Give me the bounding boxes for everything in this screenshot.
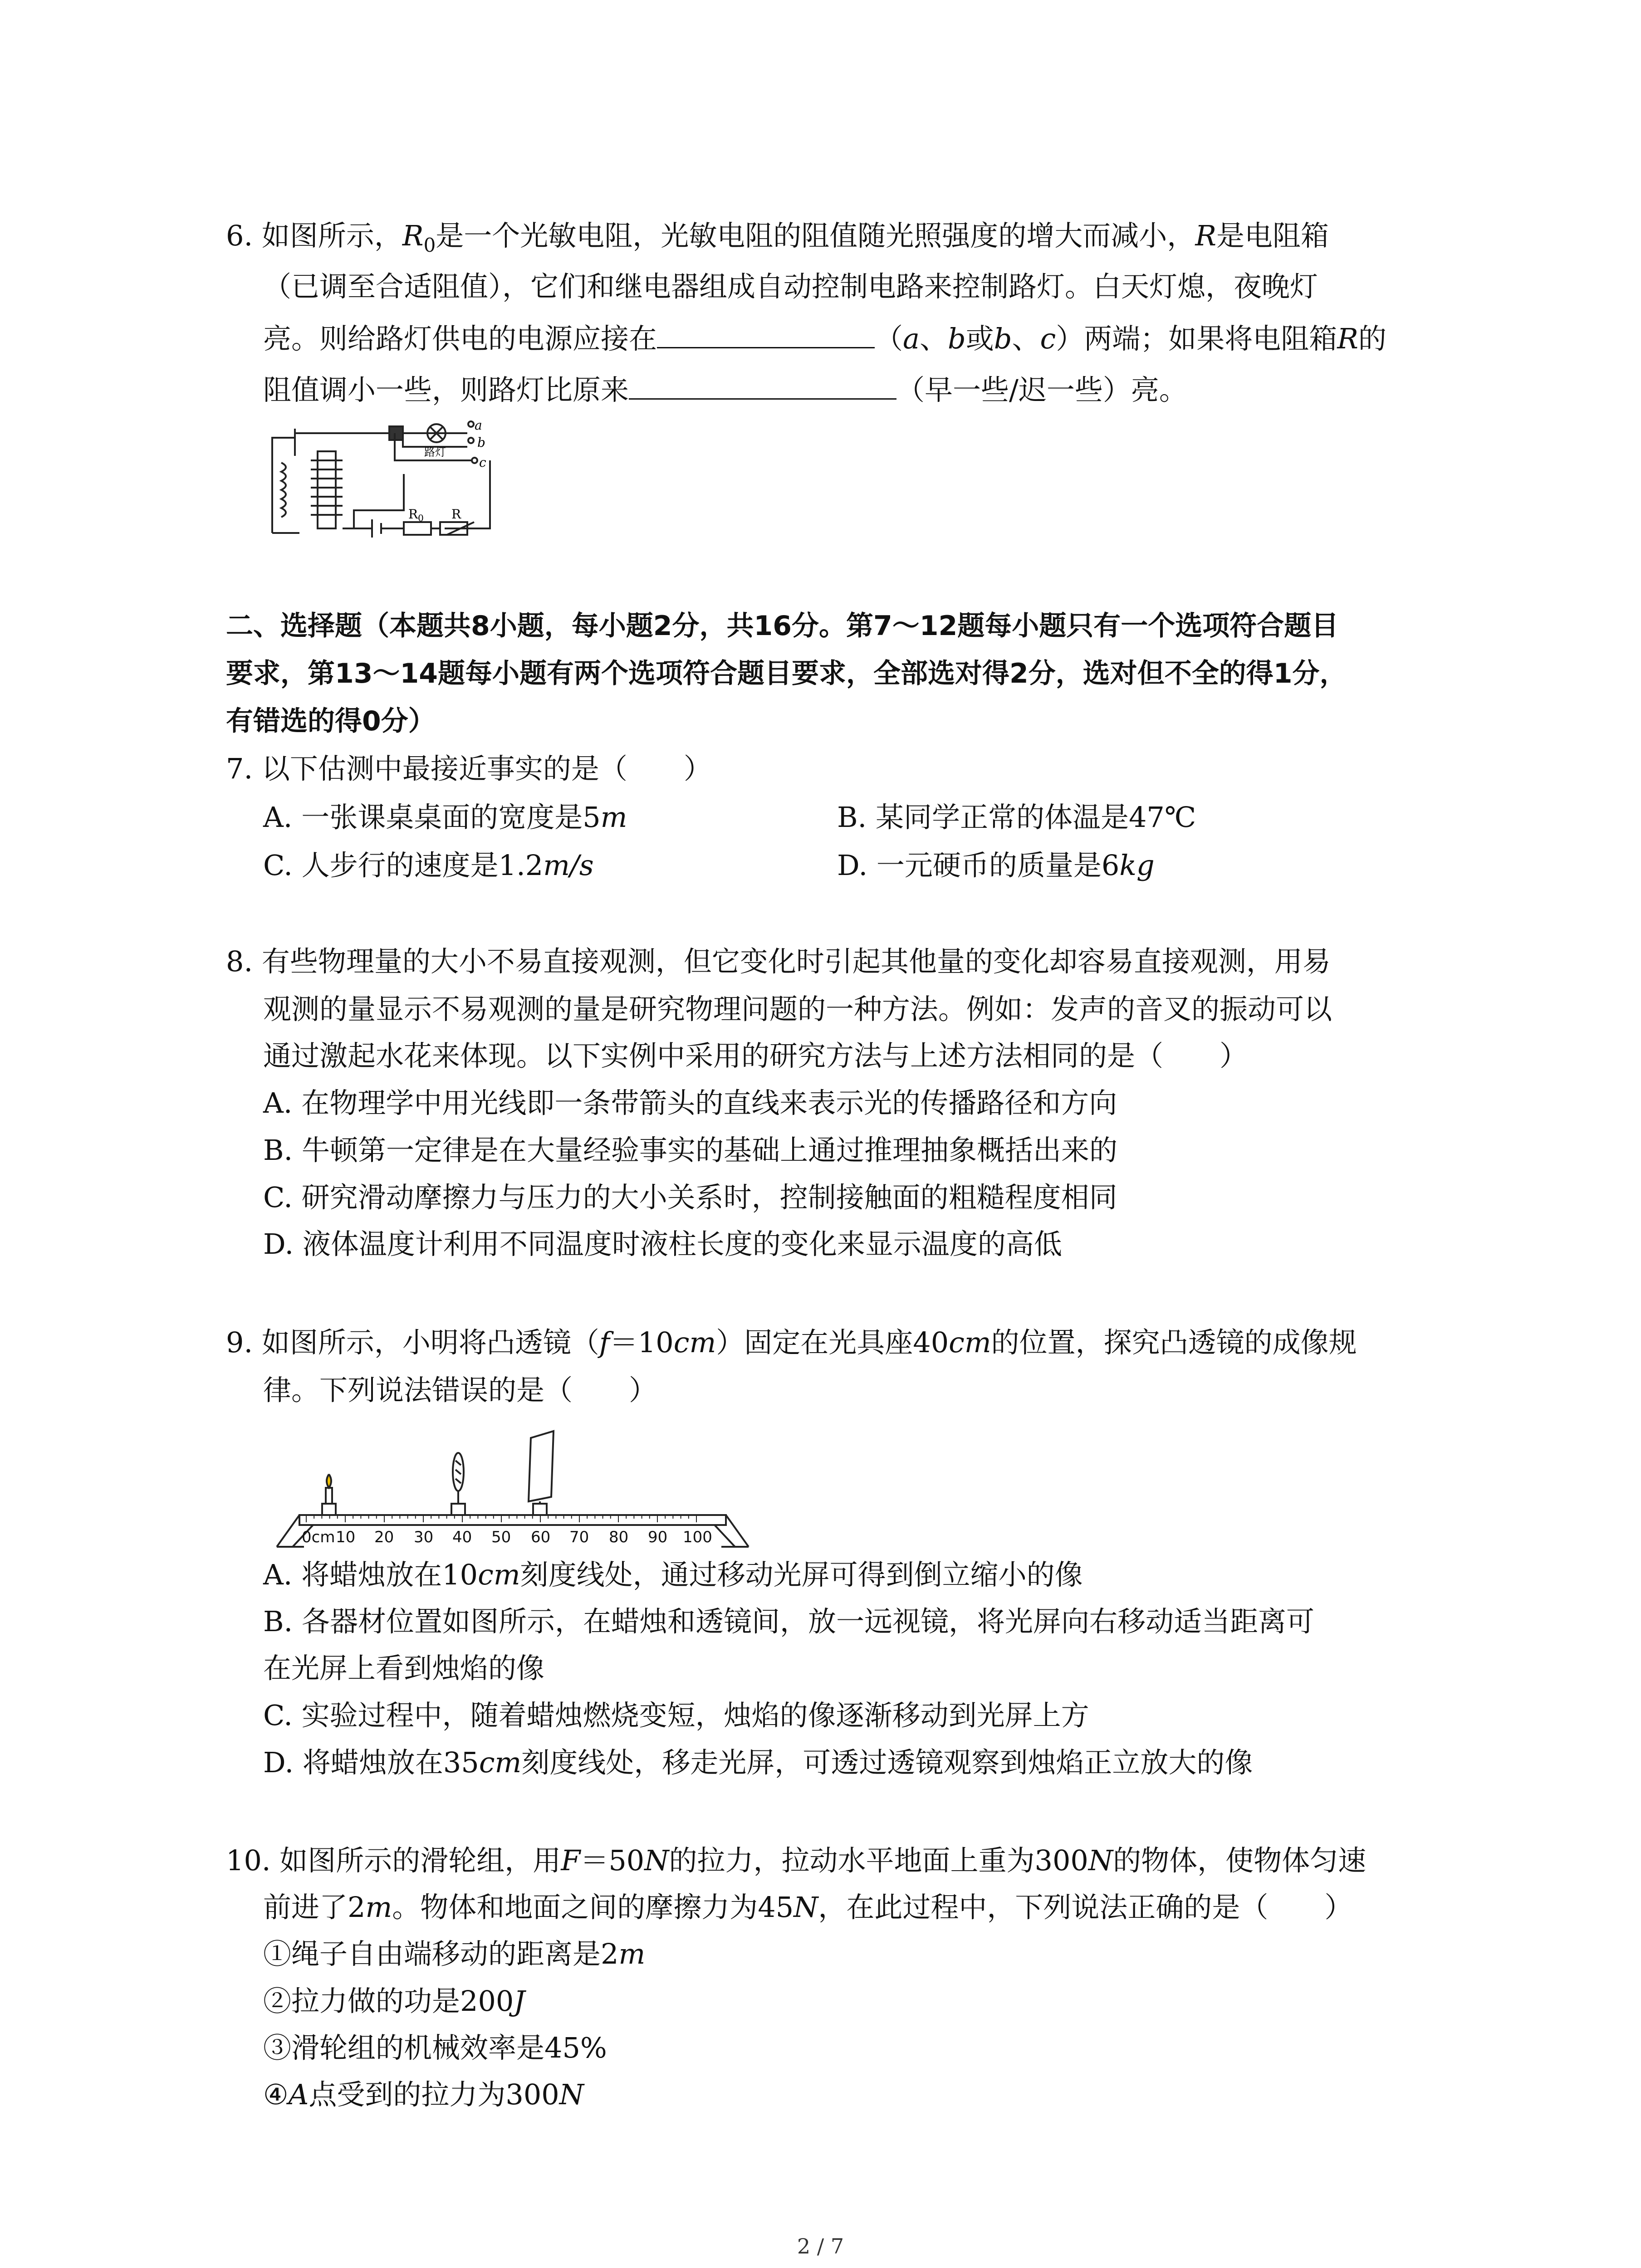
q9-option-b-cont: 在光屏上看到烛焰的像 <box>263 1652 545 1685</box>
q6-line-1: 6. 如图所示，$R_0$是一个光敏电阻，光敏电阻的阻值随光照强度的增大而减小，R是电阻箱 <box>226 219 1329 256</box>
section2-line-3: 有错选的得0分） <box>226 705 436 737</box>
q10-line-1: 10. 如图所示的滑轮组，用F＝50N的拉力，拉动水平地面上重为300N的物体，使物体匀速 <box>226 1844 1367 1877</box>
q8-option-a[interactable]: A. 在物理学中用光线即一条带箭头的直线来表示光的传播路径和方向 <box>263 1086 1117 1119</box>
q10-statement-3: ③滑轮组的机械效率是45% <box>263 2031 607 2064</box>
tick-label-10: 10 <box>336 1528 356 1546</box>
r0-label: $R_0$ <box>408 507 424 523</box>
tick-label-60: 60 <box>531 1528 551 1546</box>
tick-label-40: 40 <box>452 1528 472 1546</box>
q9-option-d[interactable]: D. 将蜡烛放在35cm刻度线处，移走光屏，可透过透镜观察到烛焰正立放大的像 <box>263 1746 1253 1779</box>
q8-line-2: 观测的量显示不易观测的量是研究物理问题的一种方法。例如：发声的音叉的振动可以 <box>263 992 1332 1026</box>
lamp-label: 路灯 <box>424 446 446 459</box>
q8-option-d[interactable]: D. 液体温度计利用不同温度时液柱长度的变化来显示温度的高低 <box>263 1227 1062 1261</box>
tick-label-20: 20 <box>374 1528 394 1546</box>
tick-label-70: 70 <box>569 1528 589 1546</box>
page-number: 2 / 7 <box>797 2234 844 2258</box>
q9-option-a[interactable]: A. 将蜡烛放在10cm刻度线处，通过移动光屏可得到倒立缩小的像 <box>263 1558 1083 1591</box>
q6-line-2: （已调至合适阻值），它们和继电器组成自动控制电路来控制路灯。白天灯熄，夜晚灯 <box>263 270 1318 303</box>
q7-option-b[interactable]: B. 某同学正常的体温是47℃ <box>837 801 1196 834</box>
tick-label-80: 80 <box>609 1528 629 1546</box>
q8-option-c[interactable]: C. 研究滑动摩擦力与压力的大小关系时，控制接触面的粗糙程度相同 <box>263 1181 1117 1214</box>
q7-option-d[interactable]: D. 一元硬币的质量是6kg <box>837 849 1155 882</box>
r-label: R <box>451 507 461 522</box>
optical-bench-figure <box>272 1411 753 1551</box>
q8-line-3: 通过激起水花来体现。以下实例中采用的研究方法与上述方法相同的是（ ） <box>263 1039 1248 1072</box>
q10-line-2: 前进了2m。物体和地面之间的摩擦力为45N，在此过程中，下列说法正确的是（ ） <box>263 1891 1353 1924</box>
section2-line-2: 要求，第13～14题每小题有两个选项符合题目要求，全部选对得2分，选对但不全的得1分， <box>226 658 1347 689</box>
q7-option-a[interactable]: A. 一张课桌桌面的宽度是5m <box>263 801 627 834</box>
tick-label-30: 30 <box>414 1528 434 1546</box>
section2-line-1: 二、选择题（本题共8小题，每小题2分，共16分。第7～12题每小题只有一个选项符合题目 <box>226 610 1339 642</box>
q10-statement-4: ④A点受到的拉力为300N <box>263 2078 584 2111</box>
q7-stem: 7. 以下估测中最接近事实的是（ ） <box>226 752 712 785</box>
q9-line-1: 9. 如图所示，小明将凸透镜（f＝10cm）固定在光具座40cm的位置，探究凸透镜的成像规 <box>226 1326 1357 1359</box>
q9-option-b[interactable]: B. 各器材位置如图所示，在蜡烛和透镜间，放一远视镜，将光屏向右移动适当距离可 <box>263 1605 1314 1638</box>
tick-label-90: 90 <box>648 1528 668 1546</box>
q7-option-c[interactable]: C. 人步行的速度是1.2m/s <box>263 849 594 882</box>
q6-line-3: 亮。则给路灯供电的电源应接在 （a、b或b、c）两端；如果将电阻箱R的 <box>263 320 1386 357</box>
terminal-a-label: a <box>475 420 482 433</box>
answer-blank-1[interactable] <box>657 320 875 348</box>
tick-label-0: 0cm <box>302 1528 335 1546</box>
q9-option-c[interactable]: C. 实验过程中，随着蜡烛燃烧变短，烛焰的像逐渐移动到光屏上方 <box>263 1699 1089 1732</box>
q6-line-4: 阻值调小一些，则路灯比原来 （早一些/迟一些）亮。 <box>263 371 1187 408</box>
q8-line-1: 8. 有些物理量的大小不易直接观测，但它变化时引起其他量的变化却容易直接观测，用易 <box>226 945 1331 978</box>
q10-statement-2: ②拉力做的功是200J <box>263 1984 525 2018</box>
q8-option-b[interactable]: B. 牛顿第一定律是在大量经验事实的基础上通过推理抽象概括出来的 <box>263 1134 1117 1167</box>
q9-line-2: 律。下列说法错误的是（ ） <box>263 1374 657 1407</box>
tick-label-100: 100 <box>683 1528 712 1546</box>
terminal-c-label: c <box>479 455 486 470</box>
tick-label-50: 50 <box>491 1528 511 1546</box>
relay-circuit-figure <box>268 420 504 542</box>
answer-blank-2[interactable] <box>629 371 896 400</box>
ruler-labels <box>302 1528 712 1546</box>
q10-statement-1: ①绳子自由端移动的距离是2m <box>263 1937 646 1970</box>
terminal-b-label: b <box>477 435 485 450</box>
